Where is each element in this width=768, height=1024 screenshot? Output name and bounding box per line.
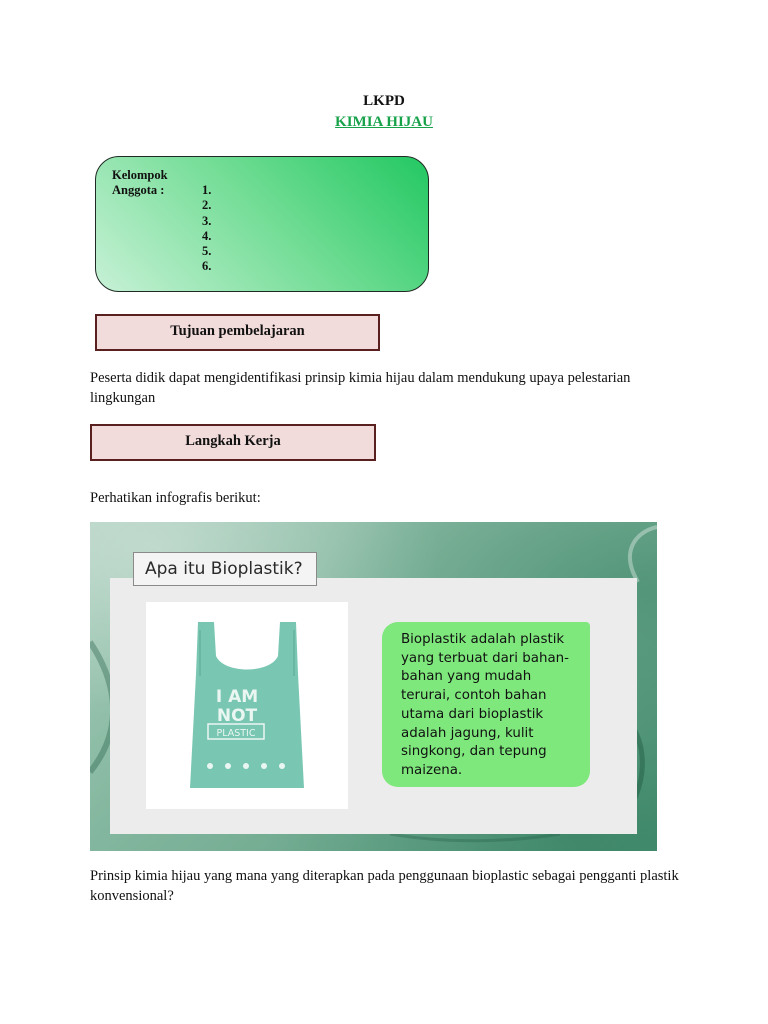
member-item: 5.	[202, 244, 212, 259]
worksheet-subtitle: KIMIA HIJAU	[335, 114, 433, 130]
instruction-text: Perhatikan infografis berikut:	[90, 490, 261, 506]
group-members-box	[95, 156, 429, 292]
member-item: 2.	[202, 198, 212, 213]
members-label: Anggota :	[112, 183, 165, 197]
member-item: 1.	[202, 183, 212, 197]
question-text: Prinsip kimia hijau yang mana yang diterapkan pada penggunaan bioplastic sebagai pengganti plastik konvensional?	[90, 868, 679, 904]
work-steps-heading: Langkah Kerja	[90, 424, 376, 461]
definition-callout: Bioplastik adalah plastik yang terbuat dari bahan-bahan yang mudah terurai, contoh bahan utama dari bioplastik adalah jagung, kulit singkong, dan tepung maizena.	[382, 622, 590, 787]
learning-objective-text: Peserta didik dapat mengidentifikasi prinsip kimia hijau dalam mendukung upaya pelestarian lingkungan	[90, 370, 631, 406]
bag-illustration	[186, 616, 308, 792]
member-item: 3.	[202, 213, 212, 228]
worksheet-title: LKPD	[363, 93, 405, 109]
group-label: Kelompok	[112, 168, 168, 182]
member-item: 4.	[202, 228, 212, 243]
bag-text-line: NOT	[216, 706, 258, 726]
infographic-title: Apa itu Bioplastik?	[133, 552, 317, 586]
bag-text-line: PLASTIC	[216, 728, 256, 739]
member-list	[202, 183, 211, 275]
bag-text-line: I AM	[215, 687, 259, 707]
learning-objective-heading: Tujuan pembelajaran	[95, 314, 380, 351]
bioplastic-infographic	[90, 522, 657, 851]
bag-photo-panel	[146, 602, 348, 809]
member-item: 6.	[202, 259, 212, 274]
